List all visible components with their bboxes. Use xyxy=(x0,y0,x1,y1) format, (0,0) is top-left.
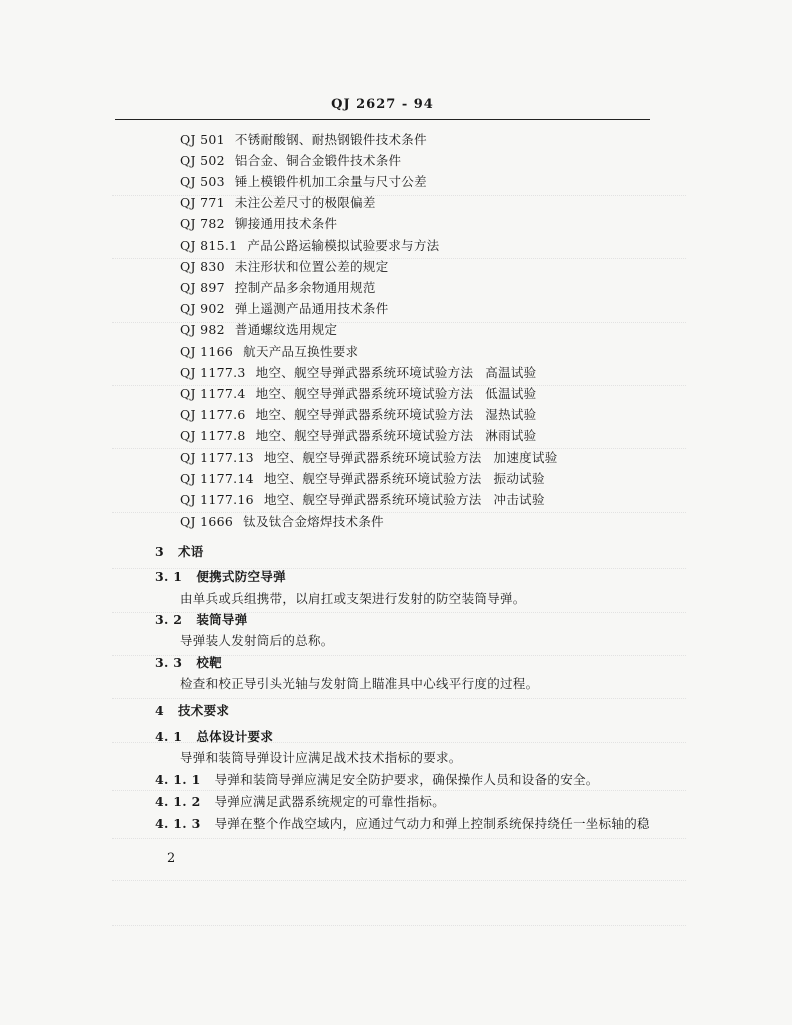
reference-title: 地空、舰空导弹武器系统环境试验方法 xyxy=(255,365,474,380)
reference-item xyxy=(180,172,427,190)
reference-code: QJ 830 xyxy=(180,259,225,274)
reference-title: 控制产品多余物通用规范 xyxy=(234,280,376,295)
reference-code: QJ 902 xyxy=(180,301,225,316)
reference-item xyxy=(180,490,545,508)
subsection-title: 总体设计要求 xyxy=(196,729,274,744)
reference-title: 航天产品互换性要求 xyxy=(243,344,359,359)
reference-item xyxy=(180,278,376,296)
reference-title: 地空、舰空导弹武器系统环境试验方法 xyxy=(255,428,474,443)
reference-item xyxy=(180,426,536,444)
term-heading xyxy=(155,653,222,671)
term-number: 3. 2 xyxy=(155,612,183,627)
reference-code: QJ 815.1 xyxy=(180,238,238,253)
clause-number: 4. 1. 2 xyxy=(155,794,201,809)
clause-number: 4. 1. 3 xyxy=(155,816,201,831)
reference-subtitle: 高温试验 xyxy=(485,365,537,380)
reference-item xyxy=(180,320,337,338)
reference-item xyxy=(180,448,558,466)
reference-code: QJ 1177.13 xyxy=(180,450,254,465)
reference-title: 弹上遥测产品通用技术条件 xyxy=(234,301,389,316)
reference-code: QJ 771 xyxy=(180,195,225,210)
clause-text: 导弹在整个作战空域内，应通过气动力和弹上控制系统保持绕任一坐标轴的稳 xyxy=(214,816,650,831)
term-definition: 检查和校正导引头光轴与发射筒上瞄准具中心线平行度的过程。 xyxy=(180,676,539,691)
reference-code: QJ 1666 xyxy=(180,514,234,529)
reference-item xyxy=(180,236,439,254)
reference-subtitle: 加速度试验 xyxy=(493,450,558,465)
reference-subtitle: 冲击试验 xyxy=(493,492,545,507)
term-number: 3. 1 xyxy=(155,569,183,584)
reference-code: QJ 1177.14 xyxy=(180,471,254,486)
reference-subtitle: 淋雨试验 xyxy=(485,428,537,443)
clause-text: 导弹和装筒导弹应满足安全防护要求，确保操作人员和设备的安全。 xyxy=(214,772,599,787)
reference-item xyxy=(180,469,545,487)
term-title: 便携式防空导弹 xyxy=(196,569,286,584)
reference-title: 锤上模锻件机加工余量与尺寸公差 xyxy=(234,174,427,189)
reference-subtitle: 低温试验 xyxy=(485,386,537,401)
reference-item xyxy=(180,299,389,317)
section-number: 3 xyxy=(155,544,164,559)
page-number: 2 xyxy=(167,851,176,866)
reference-title: 地空、舰空导弹武器系统环境试验方法 xyxy=(263,492,482,507)
section-heading xyxy=(155,701,229,719)
reference-item xyxy=(180,384,536,402)
section-heading xyxy=(155,542,204,560)
reference-item xyxy=(180,342,358,360)
subsection-text: 导弹和装筒导弹设计应满足战术技术指标的要求。 xyxy=(180,750,462,765)
reference-title: 不锈耐酸钢、耐热钢锻件技术条件 xyxy=(234,132,427,147)
reference-title: 未注公差尺寸的极限偏差 xyxy=(234,195,376,210)
reference-title: 钛及钛合金熔焊技术条件 xyxy=(243,514,384,529)
reference-title: 铝合金、铜合金锻件技术条件 xyxy=(234,153,402,168)
clause-text: 导弹应满足武器系统规定的可靠性指标。 xyxy=(214,794,446,809)
reference-subtitle: 湿热试验 xyxy=(485,407,537,422)
reference-title: 铆接通用技术条件 xyxy=(234,216,338,231)
reference-title: 地空、舰空导弹武器系统环境试验方法 xyxy=(255,386,474,401)
reference-item xyxy=(180,214,337,232)
term-definition: 由单兵或兵组携带，以肩扛或支架进行发射的防空装筒导弹。 xyxy=(180,591,526,606)
reference-title: 普通螺纹选用规定 xyxy=(234,322,338,337)
reference-title: 地空、舰空导弹武器系统环境试验方法 xyxy=(263,471,482,486)
clause xyxy=(155,770,599,788)
reference-subtitle: 振动试验 xyxy=(493,471,545,486)
reference-title: 未注形状和位置公差的规定 xyxy=(234,259,389,274)
clause-number: 4. 1. 1 xyxy=(155,772,201,787)
reference-code: QJ 1177.3 xyxy=(180,365,246,380)
reference-code: QJ 782 xyxy=(180,216,225,231)
reference-item xyxy=(180,257,389,275)
reference-code: QJ 501 xyxy=(180,132,225,147)
reference-code: QJ 982 xyxy=(180,322,225,337)
document-header: QJ 2627 - 94 xyxy=(331,97,434,112)
clause xyxy=(155,792,445,810)
term-heading xyxy=(155,567,286,585)
section-title: 术语 xyxy=(178,544,204,559)
reference-code: QJ 1177.8 xyxy=(180,428,246,443)
clause xyxy=(155,814,650,832)
subsection-number: 4. 1 xyxy=(155,729,183,744)
reference-title: 地空、舰空导弹武器系统环境试验方法 xyxy=(263,450,482,465)
reference-title: 地空、舰空导弹武器系统环境试验方法 xyxy=(255,407,474,422)
reference-code: QJ 503 xyxy=(180,174,225,189)
reference-item xyxy=(180,151,401,169)
section-number: 4 xyxy=(155,703,164,718)
term-title: 校靶 xyxy=(196,655,222,670)
reference-item xyxy=(180,130,427,148)
header-rule xyxy=(115,119,650,120)
subsection-heading xyxy=(155,727,273,745)
term-heading xyxy=(155,610,248,628)
reference-code: QJ 502 xyxy=(180,153,225,168)
reference-item xyxy=(180,363,536,381)
reference-item xyxy=(180,193,376,211)
term-title: 装筒导弹 xyxy=(196,612,248,627)
reference-code: QJ 1177.4 xyxy=(180,386,246,401)
reference-title: 产品公路运输模拟试验要求与方法 xyxy=(247,238,440,253)
reference-code: QJ 897 xyxy=(180,280,225,295)
reference-item xyxy=(180,405,536,423)
reference-code: QJ 1177.6 xyxy=(180,407,246,422)
reference-code: QJ 1166 xyxy=(180,344,234,359)
term-number: 3. 3 xyxy=(155,655,183,670)
section-title: 技术要求 xyxy=(178,703,230,718)
reference-item xyxy=(180,512,384,530)
reference-code: QJ 1177.16 xyxy=(180,492,254,507)
term-definition: 导弹装人发射筒后的总称。 xyxy=(180,633,334,648)
